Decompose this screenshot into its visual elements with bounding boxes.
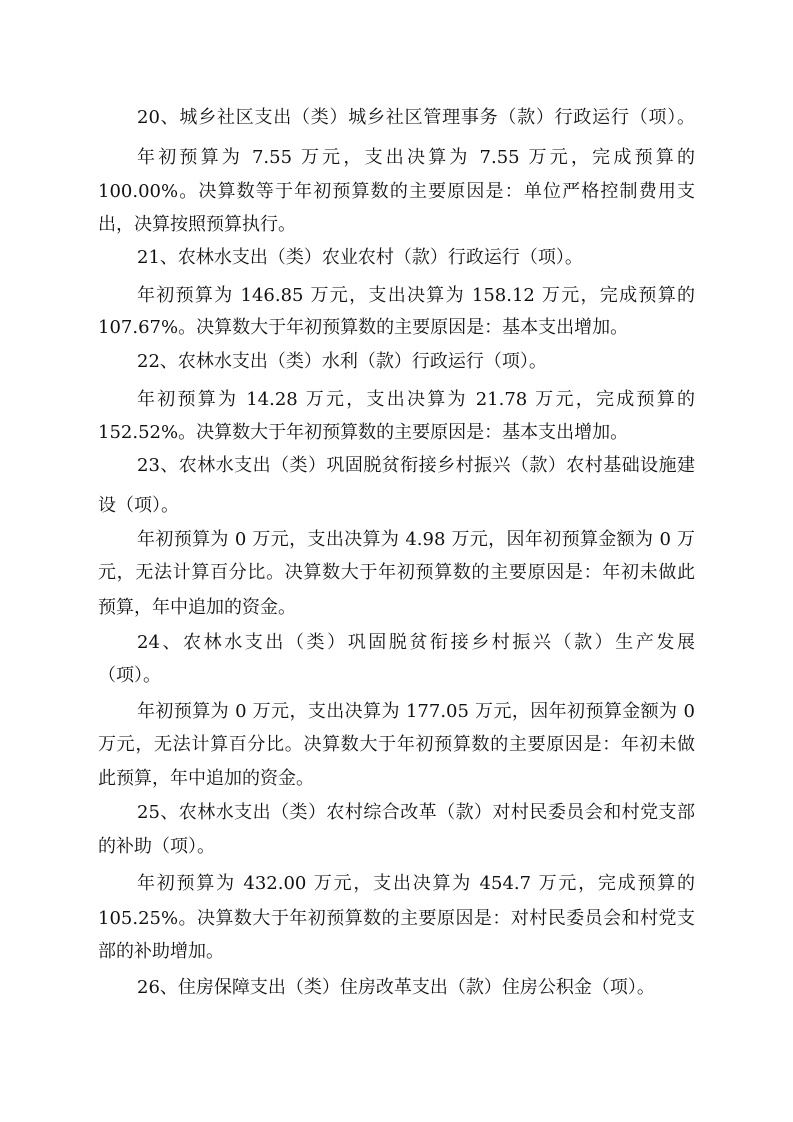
item-22-body-line: 152.52%。决算数大于年初预算数的主要原因是：基本支出增加。: [98, 422, 629, 443]
item-20-body-line: 年初预算为 7.55 万元，支出决算为 7.55 万元，完成预算的: [137, 147, 695, 168]
item-23-heading: 23、农林水支出（类）巩固脱贫衔接乡村振兴（款）农村基础设施建: [137, 455, 695, 476]
item-22-heading: 22、农林水支出（类）水利（款）行政运行（项）。: [137, 351, 547, 372]
item-25-body-line: 105.25%。决算数大于年初预算数的主要原因是：对村民委员会和村党支: [98, 908, 695, 929]
item-25-heading: 25、农林水支出（类）农村综合改革（款）对村民委员会和村党支部: [137, 802, 695, 823]
item-22-body-line: 年初预算为 14.28 万元，支出决算为 21.78 万元，完成预算的: [137, 389, 695, 410]
item-23-body-line: 预算，年中追加的资金。: [98, 597, 296, 618]
item-24-body-line: 万元，无法计算百分比。决算数大于年初预算数的主要原因是：年初未做: [98, 734, 695, 755]
item-23-heading: 设（项）。: [98, 495, 179, 516]
item-20-body-line: 出，决算按照预算执行。: [98, 214, 296, 235]
item-23-body-line: 元，无法计算百分比。决算数大于年初预算数的主要原因是：年初未做此: [98, 562, 695, 583]
item-25-heading: 的补助（项）。: [98, 836, 215, 857]
item-20-heading: 20、城乡社区支出（类）城乡社区管理事务（款）行政运行（项）。: [137, 107, 695, 128]
item-20-body-line: 100.00%。决算数等于年初预算数的主要原因是：单位严格控制费用支: [98, 181, 695, 202]
item-24-body-line: 此预算，年中追加的资金。: [98, 768, 314, 789]
item-21-body-line: 年初预算为 146.85 万元，支出决算为 158.12 万元，完成预算的: [137, 285, 695, 306]
item-25-body-line: 部的补助增加。: [98, 941, 224, 962]
item-24-body-line: 年初预算为 0 万元，支出决算为 177.05 万元，因年初预算金额为 0: [137, 701, 695, 722]
item-21-body-line: 107.67%。决算数大于年初预算数的主要原因是：基本支出增加。: [98, 317, 629, 338]
item-23-body-line: 年初预算为 0 万元，支出决算为 4.98 万元，因年初预算金额为 0 万: [137, 529, 695, 550]
item-21-heading: 21、农林水支出（类）农业农村（款）行政运行（项）。: [137, 247, 583, 268]
item-26-heading: 26、住房保障支出（类）住房改革支出（款）住房公积金（项）。: [137, 977, 655, 998]
item-24-heading: 24、农林水支出（类）巩固脱贫衔接乡村振兴（款）生产发展: [137, 632, 695, 653]
item-25-body-line: 年初预算为 432.00 万元，支出决算为 454.7 万元，完成预算的: [137, 873, 695, 894]
item-24-heading: （项）。: [98, 665, 161, 686]
